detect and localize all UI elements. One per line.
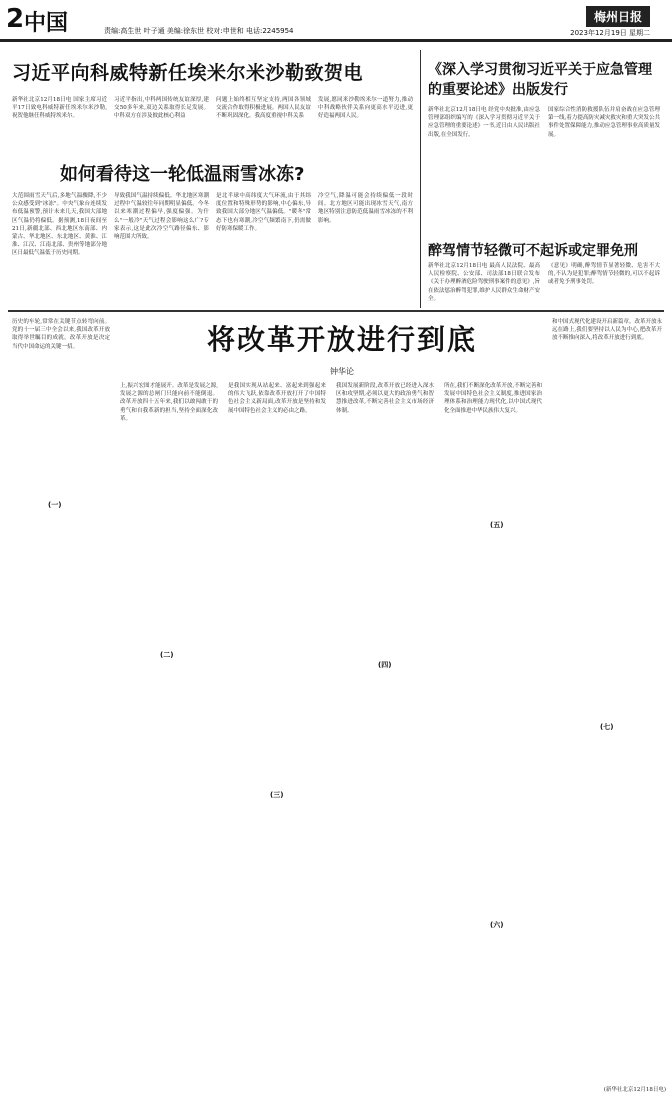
column-divider — [420, 50, 421, 308]
author-byline: 钟华论 — [330, 367, 354, 376]
article-text: 新华社北京12月18日电 经党中央批准,由应急管理部组织编写的《深入学习贯彻习近平关于应急管理的重要论述》一书,近日由人民出版社出版,在全国发行。 — [428, 107, 540, 138]
article-text: 所在,我们不断深化改革开放,不断完善和发展中国特色社会主义制度,推进国家治理体系和治理能力现代化,以中国式现代化全面推进中华民族伟大复兴。 — [444, 383, 542, 414]
section-number: (五) — [490, 521, 504, 529]
article-text: 上,振兴宏图才能展开。改革是发展之源,发展之源的总闸门只能向前不能倒退。改革开放四十五年来,我们以敢闯敢干的勇气和自我革新的担当,坚持全面深化改革。 — [120, 383, 218, 422]
headline-congrats: 习近平向科威特新任埃米尔米沙勒致贺电 — [12, 62, 364, 84]
headline-cold-weather: 如何看待这一轮低温雨雪冰冻? — [60, 164, 305, 185]
section-number: (四) — [378, 661, 392, 669]
section-divider — [8, 310, 664, 312]
article-text: 是我国实现从站起来、富起来到强起来的伟大飞跃,依靠改革开放打开了中国特色社会主义新局面,改革开放是坚持和发展中国特色社会主义的必由之路。 — [228, 383, 326, 414]
article-text: 导致我国气温持续偏低。华北地区寒潮过程中气温较往年同期明显偏低。今冬以来寒潮过程偏早,强度偏强。为什么"一般冷"天气过程会影响这么广?专家表示,这是此次冷空气路径偏东、影响范围大所致。 — [114, 193, 209, 241]
headline-drunk-driving: 醉驾情节轻微可不起诉或定罪免刑 — [428, 243, 638, 259]
headline-book-release: 《深入学习贯彻习近平关于应急管理的重要论述》出版发行 — [428, 62, 652, 98]
section-number: (七) — [600, 723, 614, 731]
article-text: 《意见》明确,醉驾情节显著轻微、危害不大的,不认为是犯罪;醉驾情节轻微的,可以不起诉或者免予刑事处罚。 — [548, 263, 660, 286]
article-text: 和中国式现代化建设开启新篇章。改革开放永远在路上,我们要坚持以人民为中心,把改革开放不断推向深入,将改革开放进行到底。 — [552, 319, 662, 342]
page-header — [0, 0, 672, 42]
article-text: 新华社北京12月18日电 最高人民法院、最高人民检察院、公安部、司法部18日联合发布《关于办理醉酒危险驾驶刑事案件的意见》,旨在依法惩治醉驾犯罪,维护人民群众生命财产安全。 — [428, 263, 540, 302]
section-number: (三) — [270, 791, 284, 799]
newspaper-logo: 梅州日报 — [586, 6, 650, 27]
editor-credits: 责编:高生世 叶子通 美编:徐东世 校对:申世和 电话:2245954 — [104, 27, 294, 35]
page-number: 2 — [6, 4, 25, 34]
article-text: 发展,愿同米沙勒埃米尔一道努力,推动中科战略伙伴关系向更高水平迈进,更好造福两国人民。 — [318, 97, 413, 120]
article-text: 冷空气,降温可能会持续偏低一段时间。北方地区可能出现冰雪天气,南方地区特别注意防范低温雨雪冰冻的不利影响。 — [318, 193, 413, 224]
article-text: 国家综合性消防救援队伍并肩奋战在应急管理第一线,着力提高防灾减灾救灾和重大突发公共事件处置保障能力,推动应急管理事业高质量发展。 — [548, 107, 660, 138]
article-text: 历史的车轮,常常在关键节点转弯向前。党的十一届三中全会以来,我国改革开放取得举世瞩目的成就。改革开放是决定当代中国命运的关键一招。 — [12, 319, 110, 350]
section-number: (六) — [490, 921, 504, 929]
main-headline: 将改革开放进行到底 — [206, 323, 477, 356]
section-number: (二) — [160, 651, 174, 659]
article-text: 是北半球中高纬度大气环流,由于其纬度位置和特殊形势的影响,中心偏东,导致我国大部分地区气温偏低。"暖冬"常态下也有寒潮,冷空气频繁南下,仍需做好防寒保暖工作。 — [216, 193, 311, 232]
article-text: 问题上始终相互坚定支持,两国各领域交流合作取得积极进展。两国人民友谊不断巩固深化。我高度重视中科关系 — [216, 97, 311, 120]
source-note: (新华社北京12月18日电) — [603, 1087, 666, 1093]
section-title: 中国 — [24, 11, 69, 36]
article-text: 习近平指出,中科两国传统友谊深厚,建交50多年来,双边关系取得长足发展。中科双方在涉及彼此核心利益 — [114, 97, 209, 120]
article-text: 大范围雨雪天气后,多地气温骤降,不少公众感受到"冰冻"。中央气象台连续发布低温预警,预计未来几天,我国大部地区气温仍将偏低。据预测,18日夜间至21日,新疆北部、西北地区东南部、内蒙古、华北地区、东北地区、黄淮、江淮、江汉、江南北部、贵州等地部分地区日最低气温低于历史同期。 — [12, 193, 107, 257]
article-text: 我国发展新阶段,改革开放已经进入深水区和攻坚期,必须以更大的政治勇气和智慧推进改革,不断完善社会主义市场经济体制。 — [336, 383, 434, 414]
section-number: (一) — [48, 501, 62, 509]
article-text: 新华社北京12月18日电 国家主席习近平17日致电科威特新任埃米尔米沙勒,祝贺他继任科威特埃米尔。 — [12, 97, 107, 120]
issue-date: 2023年12月19日 星期二 — [570, 29, 650, 37]
